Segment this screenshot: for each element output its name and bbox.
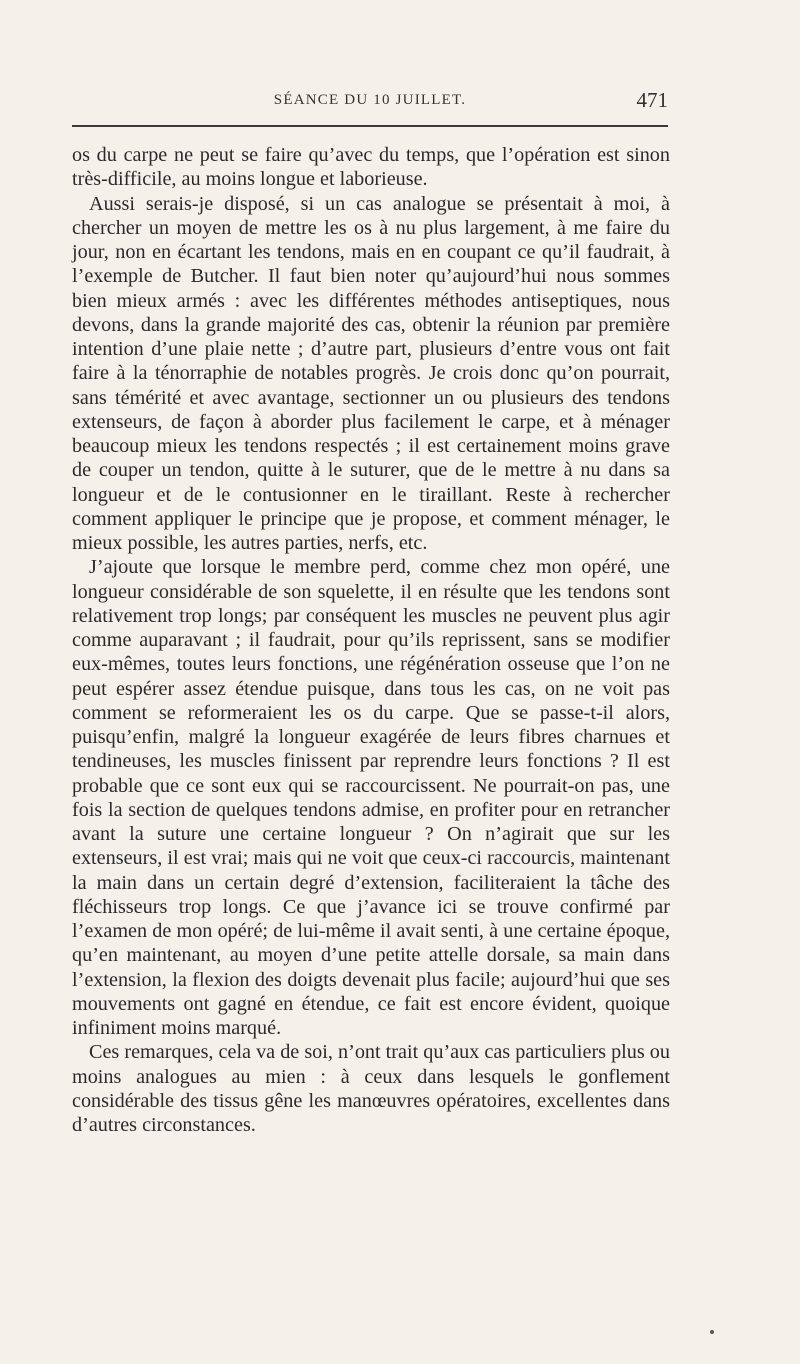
paragraph: Aussi serais-je disposé, si un cas analogue se présentait à moi, à chercher un moyen de mettre les os à nu plus largement, à me faire du jour, non en écartant les tendons, mais en en coupant ce qu’il faudrait, à l’exemple de Butcher. Il faut bien noter qu’aujourd’hui nous sommes bien mieux armés : avec les différentes méthodes antiseptiques, nous devons, dans la grande majorité des cas, obtenir la réunion par première intention d’une plaie nette ; d’autre part, plusieurs d’entre vous ont fait faire à la ténorraphie de notables progrès. Je crois donc qu’on pourrait, sans témérité et avec avantage, sectionner un ou plusieurs des tendons extenseurs, de façon à aborder plus facilement le carpe, et à ménager beaucoup mieux les tendons respectés ; il est certainement moins grave de couper un tendon, quitte à le suturer, que de le mettre à nu dans sa longueur et de le contusionner en le tiraillant. Reste à rechercher comment appliquer le principe que je propose, et comment ménager, le mieux possible, les autres parties, nerfs, etc. <box>72 192 670 554</box>
running-title: SÉANCE DU 10 JUILLET. <box>273 92 467 108</box>
print-speck <box>710 1330 714 1334</box>
paragraph: os du carpe ne peut se faire qu’avec du temps, que l’opération est sinon très-difficile, au moins longue et laborieuse. <box>72 144 670 191</box>
header-rule <box>72 125 668 127</box>
page-number: 471 <box>636 88 668 112</box>
paragraph: Ces remarques, cela va de soi, n’ont trait qu’aux cas particuliers plus ou moins analogues au mien : à ceux dans lesquels le gonflement considérable des tissus gêne les manœuvres opératoires, excellentes dans d’autres circonstances. <box>72 1041 670 1136</box>
paragraph: J’ajoute que lorsque le membre perd, comme chez mon opéré, une longueur considérable de son squelette, il en résulte que les tendons sont relativement trop longs; par conséquent les muscles ne peuvent plus agir comme auparavant ; il faudrait, pour qu’ils reprissent, sans se modifier eux-mêmes, toutes leurs fonctions, une régénération osseuse que l’on ne peut espérer assez étendue puisque, dans tous les cas, on ne voit pas comment se reformeraient les os du carpe. Que se passe-t-il alors, puisqu’enfin, malgré la longueur exagérée de leurs fibres charnues et tendineuses, les muscles finissent par reprendre leurs fonctions ? Il est probable que ce sont eux qui se raccourcissent. Ne pourrait-on pas, une fois la section de quelques tendons admise, en profiter pour en retrancher avant la suture une certaine longueur ? On n’agirait que sur les extenseurs, il est vrai; mais qui ne voit que ceux-ci raccourcis, maintenant la main dans un certain degré d’extension, faciliteraient la tâche des fléchisseurs trop longs. Ce que j’avance ici se trouve confirmé par l’examen de mon opéré; de lui-même il avait senti, à une certaine époque, qu’en maintenant, au moyen d’une petite attelle dorsale, sa main dans l’extension, la flexion des doigts devenait plus facile; aujourd’hui que ses mouvements ont gagné en étendue, ce fait est encore évident, quoique infiniment moins marqué. <box>72 556 670 1039</box>
body-text <box>72 143 670 1137</box>
running-head <box>72 88 668 116</box>
